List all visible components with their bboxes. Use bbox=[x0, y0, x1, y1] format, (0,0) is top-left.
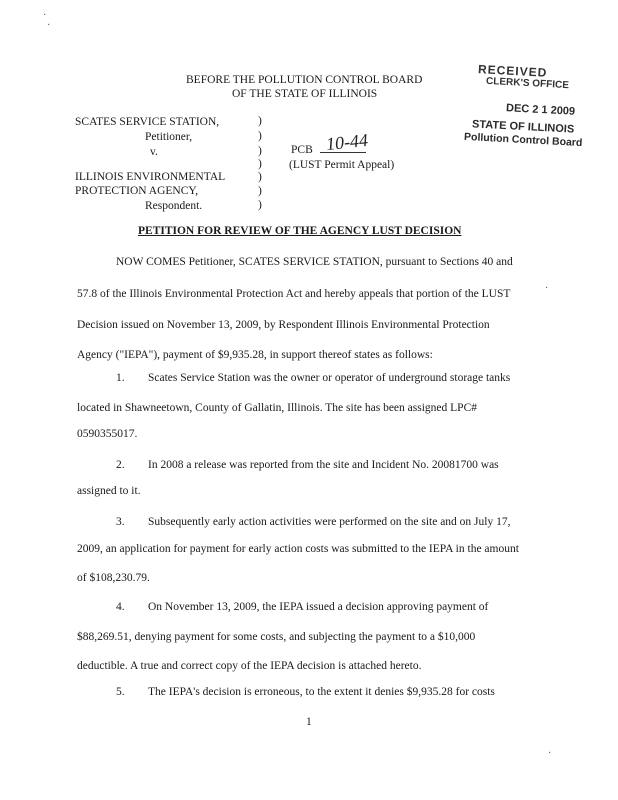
board-name-line1: BEFORE THE POLLUTION CONTROL BOARD bbox=[186, 74, 423, 86]
caption-paren: ) bbox=[258, 199, 262, 211]
document-title: PETITION FOR REVIEW OF THE AGENCY LUST DECISION bbox=[138, 225, 462, 237]
paragraph-line: 0590355017. bbox=[77, 428, 138, 440]
paragraph-line: of $108,230.79. bbox=[77, 572, 150, 584]
caption-paren: ) bbox=[258, 171, 262, 183]
intro-line: NOW COMES Petitioner, SCATES SERVICE STATION, pursuant to Sections 40 and bbox=[116, 256, 513, 268]
appeal-type: (LUST Permit Appeal) bbox=[289, 159, 395, 171]
stamp-state: STATE OF ILLINOIS bbox=[471, 118, 575, 136]
respondent-name-line1: ILLINOIS ENVIRONMENTAL bbox=[75, 171, 226, 183]
stamp-date: DEC 2 1 2009 bbox=[505, 102, 576, 118]
respondent-name-line2: PROTECTION AGENCY, bbox=[75, 185, 199, 197]
caption-paren: ) bbox=[258, 185, 262, 197]
paragraph-number: 5. bbox=[116, 686, 125, 698]
paragraph-line: located in Shawneetown, County of Gallatin, Illinois. The site has been assigned LPC# bbox=[77, 402, 477, 414]
stamp-board: Pollution Control Board bbox=[463, 130, 583, 150]
scan-speck: · bbox=[548, 748, 552, 759]
intro-line: Decision issued on November 13, 2009, by Respondent Illinois Environmental Protection bbox=[77, 319, 490, 331]
caption-paren: ) bbox=[258, 130, 262, 142]
paragraph-line: deductible. A true and correct copy of the IEPA decision is attached hereto. bbox=[77, 660, 422, 672]
pcb-number-handwritten: 10-44 bbox=[325, 129, 369, 155]
caption-paren: ) bbox=[258, 145, 262, 157]
stamp-received: RECEIVED bbox=[477, 62, 548, 80]
intro-line: Agency ("IEPA"), payment of $9,935.28, in support thereof states as follows: bbox=[77, 349, 433, 361]
scan-speck: · bbox=[43, 10, 47, 21]
paragraph-number: 3. bbox=[116, 516, 125, 528]
paragraph-line: $88,269.51, denying payment for some costs, and subjecting the payment to a $10,000 bbox=[77, 631, 476, 643]
intro-line: 57.8 of the Illinois Environmental Protection Act and hereby appeals that portion of the LUST bbox=[77, 288, 511, 300]
petitioner-role: Petitioner, bbox=[145, 131, 193, 143]
paragraph-line: Subsequently early action activities were performed on the site and on July 17, bbox=[148, 516, 511, 528]
petitioner-name: SCATES SERVICE STATION, bbox=[75, 116, 220, 128]
paragraph-number: 4. bbox=[116, 601, 125, 613]
stamp-office: CLERK'S OFFICE bbox=[485, 75, 570, 92]
page-number: 1 bbox=[306, 716, 312, 728]
scan-speck: · bbox=[47, 20, 51, 31]
paragraph-line: 2009, an application for payment for early action costs was submitted to the IEPA in the amount bbox=[77, 543, 519, 555]
respondent-role: Respondent. bbox=[145, 200, 203, 212]
paragraph-line: assigned to it. bbox=[77, 485, 141, 497]
scan-speck: · bbox=[545, 283, 549, 294]
paragraph-number: 2. bbox=[116, 459, 125, 471]
pcb-label: PCB bbox=[291, 144, 313, 156]
paragraph-line: Scates Service Station was the owner or operator of underground storage tanks bbox=[148, 372, 511, 384]
paragraph-line: On November 13, 2009, the IEPA issued a decision approving payment of bbox=[148, 601, 489, 613]
versus-label: v. bbox=[150, 146, 158, 158]
paragraph-number: 1. bbox=[116, 372, 125, 384]
board-name-line2: OF THE STATE OF ILLINOIS bbox=[232, 88, 378, 100]
caption-paren: ) bbox=[258, 115, 262, 127]
caption-paren: ) bbox=[258, 158, 262, 170]
paragraph-line: The IEPA's decision is erroneous, to the extent it denies $9,935.28 for costs bbox=[148, 686, 495, 698]
paragraph-line: In 2008 a release was reported from the site and Incident No. 20081700 was bbox=[148, 459, 499, 471]
